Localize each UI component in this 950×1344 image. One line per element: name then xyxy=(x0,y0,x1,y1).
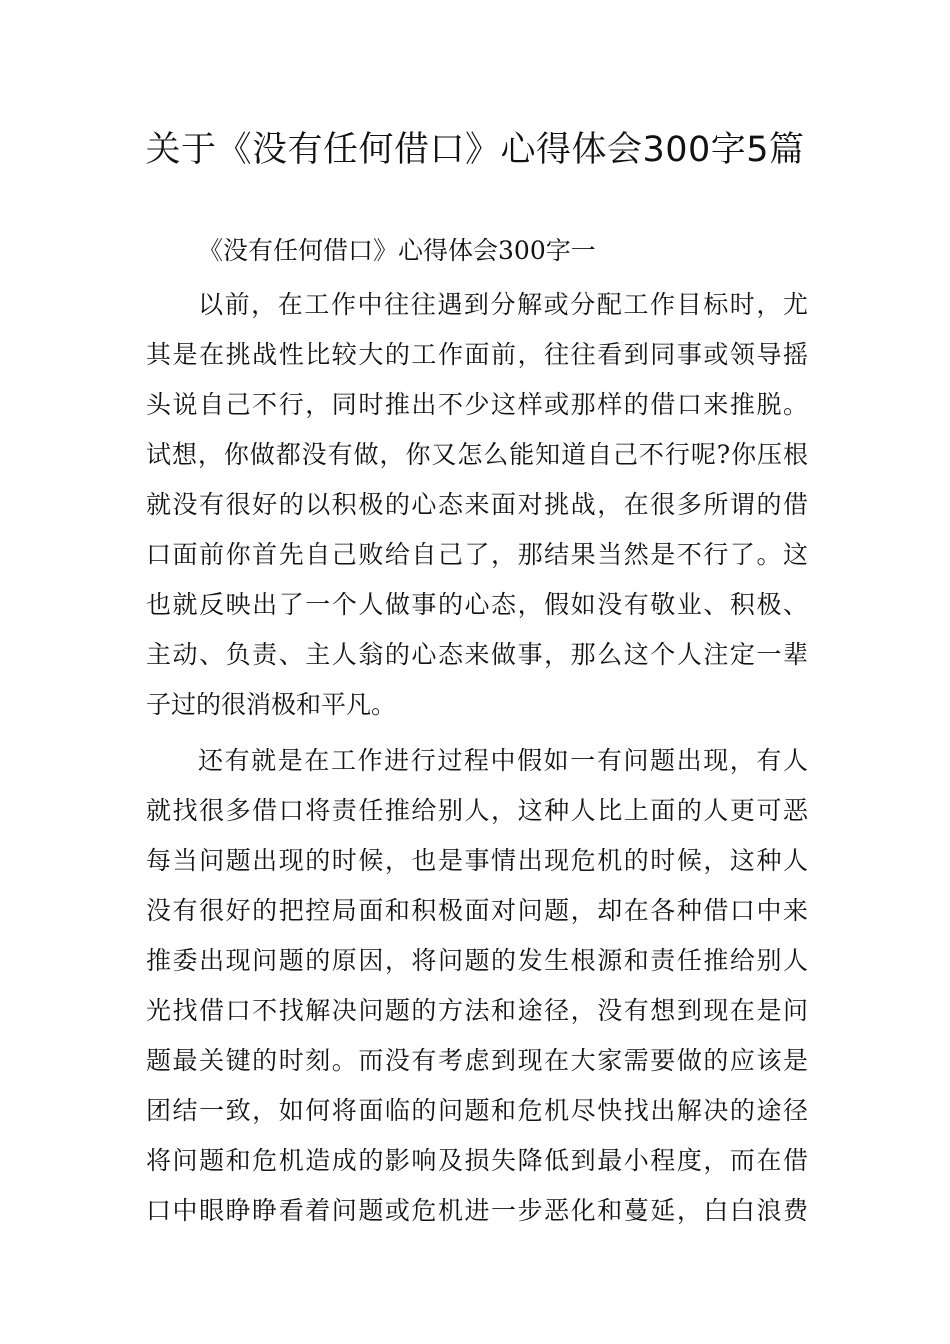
paragraph-line: 以前，在工作中往往遇到分解或分配工作目标时，尤 xyxy=(198,290,808,319)
paragraph-line: 将问题和危机造成的影响及损失降低到最小程度，而在借 xyxy=(146,1146,808,1175)
paragraph-line: 子过的很消极和平凡。 xyxy=(146,690,397,719)
paragraph-2 xyxy=(146,736,808,1236)
paragraph-1 xyxy=(146,280,808,730)
section-heading: 《没有任何借口》心得体会300字一 xyxy=(198,236,596,265)
paragraph-line: 就没有很好的以积极的心态来面对挑战，在很多所谓的借 xyxy=(146,490,808,519)
paragraph-line: 试想，你做都没有做，你又怎么能知道自己不行呢?你压根 xyxy=(146,440,808,469)
document-body xyxy=(146,226,808,1236)
paragraph-line: 题最关键的时刻。而没有考虑到现在大家需要做的应该是 xyxy=(146,1046,808,1075)
paragraph-line: 团结一致，如何将面临的问题和危机尽快找出解决的途径 xyxy=(146,1096,808,1125)
paragraph-line: 其是在挑战性比较大的工作面前，往往看到同事或领导摇 xyxy=(146,340,808,369)
paragraph-line: 也就反映出了一个人做事的心态，假如没有敬业、积极、 xyxy=(146,590,808,619)
paragraph-line: 推委出现问题的原因，将问题的发生根源和责任推给别人 xyxy=(146,946,808,975)
paragraph-line: 没有很好的把控局面和积极面对问题，却在各种借口中来 xyxy=(146,896,808,925)
paragraph-line: 主动、负责、主人翁的心态来做事，那么这个人注定一辈 xyxy=(146,640,808,669)
document-title: 关于《没有任何借口》心得体会300字5篇 xyxy=(145,130,805,170)
paragraph-line: 还有就是在工作进行过程中假如一有问题出现，有人 xyxy=(198,746,808,775)
paragraph-line: 每当问题出现的时候，也是事情出现危机的时候，这种人 xyxy=(146,846,808,875)
paragraph-line: 口中眼睁睁看着问题或危机进一步恶化和蔓延，白白浪费 xyxy=(146,1196,808,1225)
paragraph-line: 口面前你首先自己败给自己了，那结果当然是不行了。这 xyxy=(146,540,808,569)
paragraph-line: 头说自己不行，同时推出不少这样或那样的借口来推脱。 xyxy=(146,390,808,419)
paragraph-line: 就找很多借口将责任推给别人，这种人比上面的人更可恶 xyxy=(146,796,808,825)
paragraph-line: 光找借口不找解决问题的方法和途径，没有想到现在是问 xyxy=(146,996,808,1025)
